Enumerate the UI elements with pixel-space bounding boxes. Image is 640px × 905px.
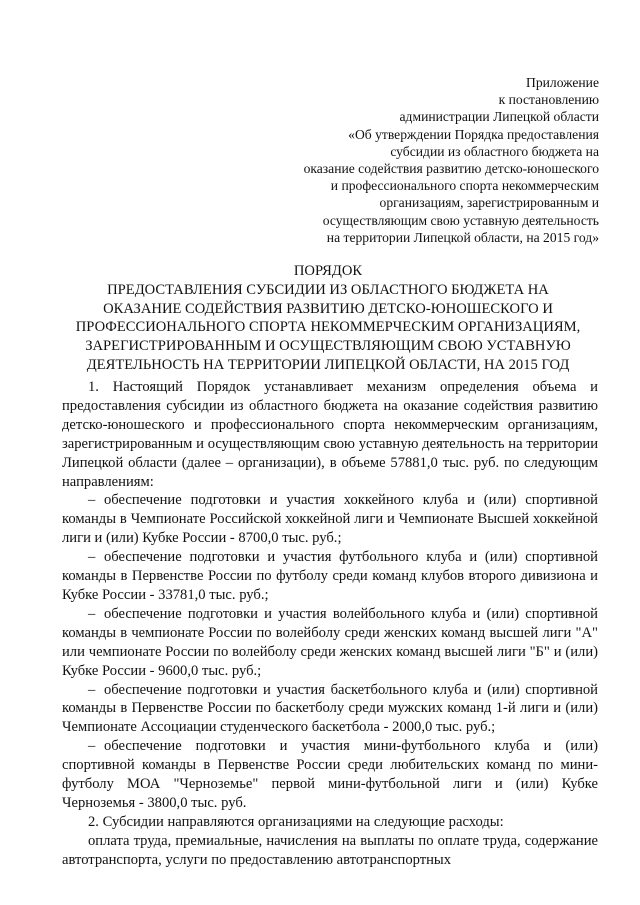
annex-line: Приложение [526, 75, 599, 90]
dash-marker: – [88, 549, 96, 566]
list-item [62, 681, 598, 738]
annex-line: организациям, зарегистрированным и [379, 195, 599, 211]
annex-line: осуществляющим свою уставную деятельность [322, 212, 599, 228]
title-line: ДЕЯТЕЛЬНОСТЬ НА ТЕРРИТОРИИ ЛИПЕЦКОЙ ОБЛАСТИ, НА 2015 ГОД [86, 356, 570, 373]
document-body [62, 378, 598, 870]
annex-line: на территории Липецкой области, на 2015 год» [326, 229, 599, 245]
list-item-text: обеспечение подготовки и участия хоккейного клуба и (или) спортивной команды в Чемпионате Российской хоккейной лиги и Чемпионате Высшей хоккейной лиги и (или) Кубке России - 8700,0 тыс. руб.; [62, 492, 598, 547]
list-item-text: обеспечение подготовки и участия баскетбольного клуба и (или) спортивной команды в Первенстве России по баскетболу среди мужских команд 1-й лиги и (или) Чемпионате Ассоциации студенческого баскетбола - 2000,0 тыс. руб.; [62, 681, 598, 736]
title-line: ПРЕДОСТАВЛЕНИЯ СУБСИДИИ ИЗ ОБЛАСТНОГО БЮДЖЕТА НА [107, 281, 549, 298]
list-item-text: обеспечение подготовки и участия футбольного клуба и (или) спортивной команды в Первенстве России по футболу среди команд клубов второго дивизиона и Кубке России - 33781,0 тыс. руб.; [62, 549, 598, 603]
document-title [58, 262, 598, 375]
annex-header [259, 74, 599, 246]
list-item-text: обеспечение подготовки и участия мини-футбольного клуба и (или) спортивной команды в Первенстве России среди любительских команд по мини-футболу МОА "Черноземье" первой мини-футбольной лиги и (или) Кубке Черноземья - 3800,0 тыс. руб. [62, 738, 598, 811]
paragraph-2: 2. Субсидии направляются организациями на следующие расходы: [88, 813, 504, 830]
paragraph-3: оплата труда, премиальные, начисления на выплаты по оплате труда, содержание автотранспорта, услуги по предоставлению автотранспортных [62, 832, 598, 868]
list-item-text: обеспечение подготовки и участия волейбольного клуба и (или) спортивной команды в чемпионате России по волейболу среди женских команд высшей лиги "А" или чемпионате России по волейболу среди женских команд высшей лиги "Б" и (или) Кубке России - 9600,0 тыс. руб.; [62, 605, 598, 679]
annex-line: администрации Липецкой области [399, 109, 599, 125]
dash-marker: – [88, 492, 96, 509]
paragraph-1: 1. Настоящий Порядок устанавливает механизм определения объема и предоставления субсидии из областного бюджета на оказание содействия развитию детско-юношеского и профессионального спорта некоммерческим организациям, зарегистрированным и осуществляющим свою уставную деятельность на территории Липецкой области (далее – организации), в объеме 57881,0 тыс. руб. по следующим направлениям: [62, 379, 598, 490]
title-line: ОКАЗАНИЕ СОДЕЙСТВИЯ РАЗВИТИЮ ДЕТСКО-ЮНОШЕСКОГО И [103, 300, 553, 317]
list-item [62, 737, 598, 813]
annex-line: субсидии из областного бюджета на [390, 143, 599, 159]
title-line: ПРОФЕССИОНАЛЬНОГО СПОРТА НЕКОММЕРЧЕСКИМ ОРГАНИЗАЦИЯМ, [75, 319, 581, 336]
dash-marker: – [88, 681, 96, 698]
annex-line: «Об утверждении Порядка предоставления [348, 126, 599, 142]
dash-marker: – [88, 605, 96, 622]
annex-line: и профессионального спорта некоммерческим [330, 178, 599, 194]
dash-marker: – [88, 738, 96, 755]
annex-line: к постановлению [498, 92, 599, 108]
list-item [62, 548, 598, 605]
list-item [62, 605, 598, 681]
annex-line: оказание содействия развитию детско-юношеского [303, 161, 599, 177]
list-item [62, 491, 598, 548]
title-heading: ПОРЯДОК [293, 263, 363, 279]
title-line: ЗАРЕГИСТРИРОВАННЫМ И ОСУЩЕСТВЛЯЮЩИМ СВОЮ УСТАВНУЮ [85, 338, 571, 355]
